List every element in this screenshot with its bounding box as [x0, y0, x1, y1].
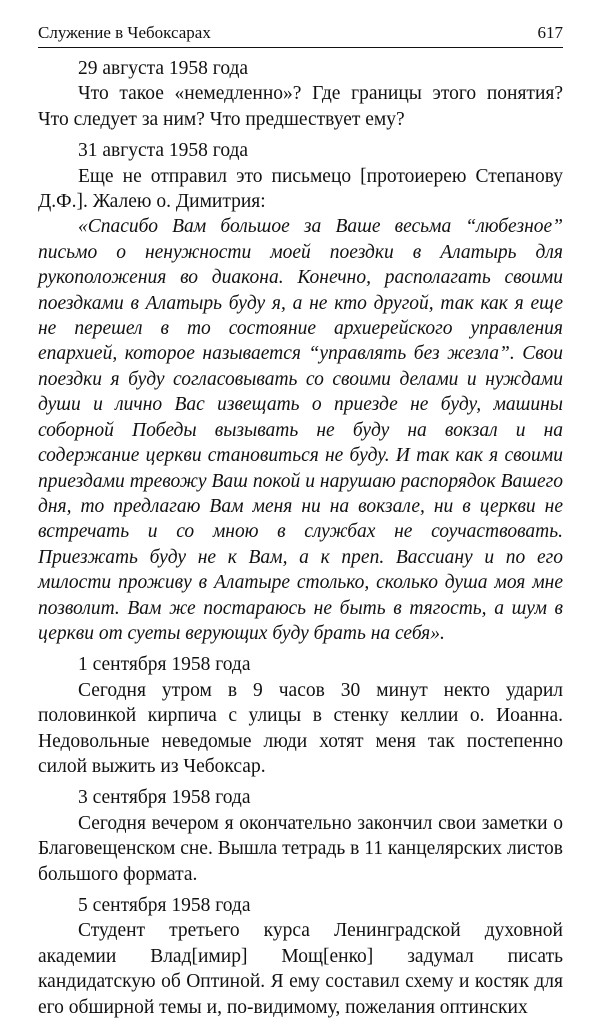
entry-date: 3 сентября 1958 года [78, 787, 251, 809]
page-number: 617 [537, 23, 563, 42]
entry-date: 29 августа 1958 года [78, 58, 249, 79]
entry-date: 1 сентября 1958 года [78, 654, 251, 676]
entry-date: 31 августа 1958 года [78, 140, 249, 162]
entry-paragraph: Что такое «немедленно»? Где границы этого понятия? Что следует за ним? Что предшествует ему? [38, 83, 563, 130]
diary-entry [38, 785, 563, 887]
entry-paragraph: Студент третьего курса Ленинградской духовной академии Влад[имир] Мощ[енко] задумал писать кандидатскую об Оптиной. Я ему составил схему и костяк для его обширной темы и, по-видимому, пожелания оптинских [38, 920, 563, 1018]
entry-date: 5 сентября 1958 года [78, 895, 251, 916]
quoted-letter: «Спасибо Вам большое за Ваше весьма “любезное” письмо о ненужности моей поездки в Алатырь для рукоположения во диакона. Конечно, располагать своими поездками в Алатырь буду я, а не кто другой, так как я еще не перешел в то состояние архиерейского управления епархией, которое называется “управлять без жезла”. Свои поездки я буду согласовывать со своими делами и нуждами души и лично Вас извещать о приезде не буду, машины соборной Победы вызывать не буду на вокзал и на содержание церкви становиться не буду. И так как я своими приездами тревожу Ваш покой и нарушаю распорядок Вашего дня, то предлагаю Вам меня ни на вокзале, ни в церкви не встречать и со мною в службах не соучаствовать. Приезжать буду не к Вам, а к преп. Вассиану и по его милости проживу в Алатыре столько, сколько душа моя мне позволит. Вам же постараюсь не быть в тягость, а шум в церкви от суеты верующих буду брать на себя». [38, 216, 563, 644]
page-body [38, 56, 563, 1025]
entry-paragraph: Сегодня вечером я окончательно закончил свои заметки о Благовещенском сне. Вышла тетрадь в 11 канцелярских листов большого формата. [38, 812, 563, 885]
entry-paragraph: Сегодня утром в 9 часов 30 минут некто ударил половинкой кирпича с улицы в стенку келлии о. Иоанна. Недовольные неведомые люди хотят меня так постепенно силой выжить из Чебоксар. [38, 679, 563, 777]
diary-entry [38, 56, 563, 132]
running-title: Служение в Чебоксарах [38, 23, 211, 42]
diary-entry [38, 138, 563, 646]
entry-paragraph: Еще не отправил это письмецо [протоиерею Степанову Д.Ф.]. Жалею о. Димитрия: [38, 165, 563, 213]
diary-entry [38, 652, 563, 779]
running-header [38, 22, 563, 48]
diary-entry [38, 893, 563, 1020]
